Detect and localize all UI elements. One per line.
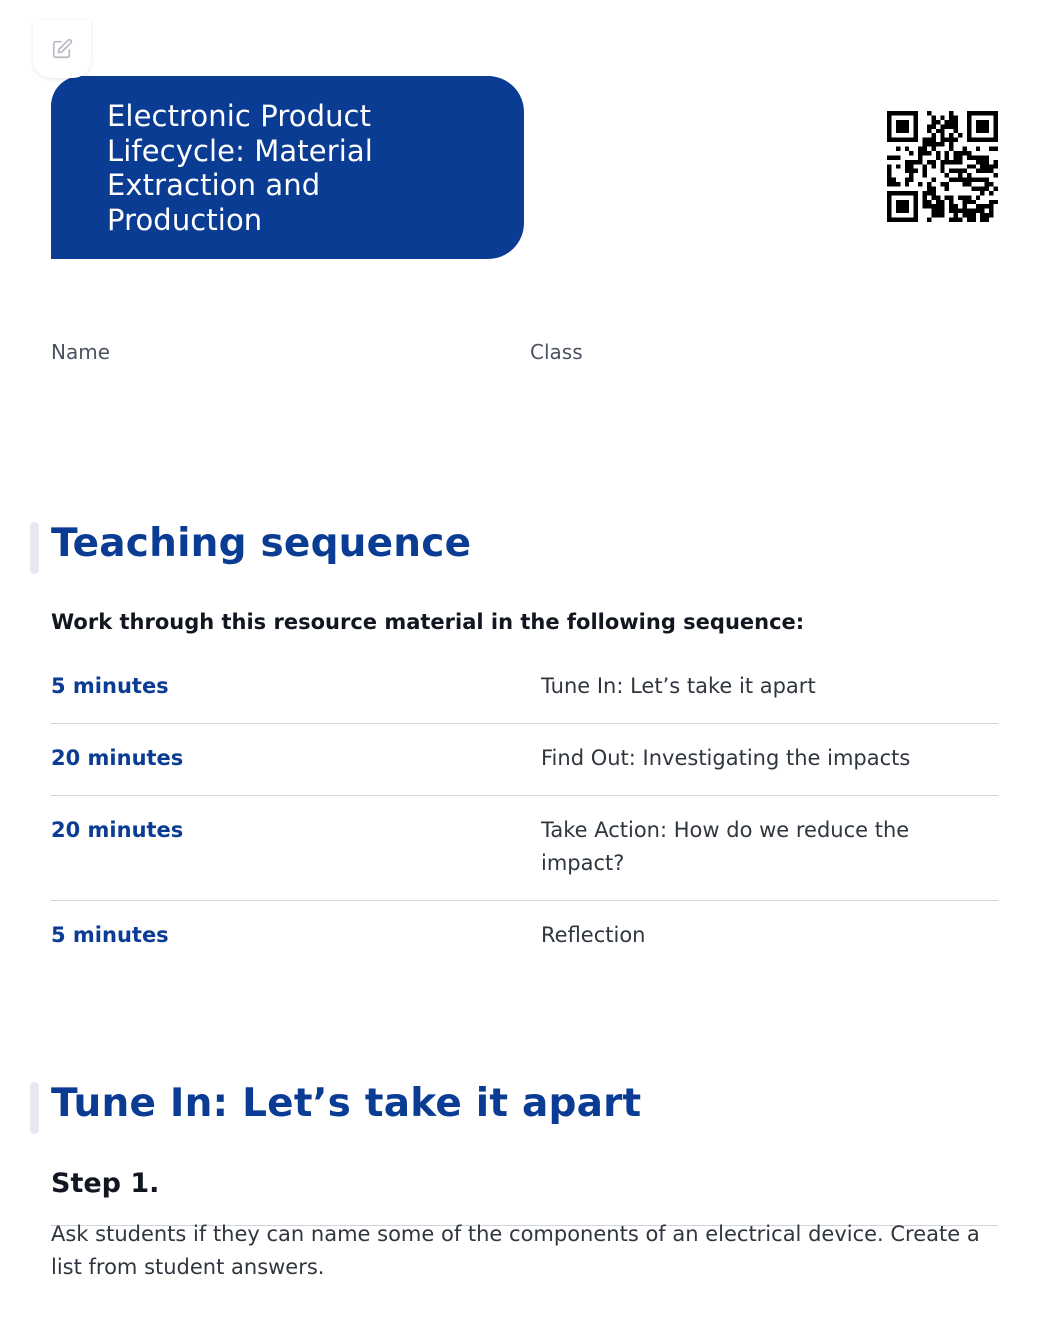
sequence-activity: Tune In: Let’s take it apart [541, 674, 816, 698]
step-title: Step 1. [51, 1168, 160, 1199]
edit-icon [51, 38, 73, 60]
sequence-time: 20 minutes [51, 746, 184, 770]
sequence-time: 5 minutes [51, 923, 169, 947]
sequence-row [51, 919, 998, 972]
sequence-row [51, 670, 998, 724]
edit-button[interactable] [33, 20, 91, 78]
sequence-intro: Work through this resource material in the following sequence: [51, 610, 805, 634]
sequence-activity: Find Out: Investigating the impacts [541, 746, 911, 770]
sequence-activity: Take Action: How do we reduce the impact? [541, 818, 910, 875]
qr-code-icon [887, 111, 998, 222]
section-accent-bar [30, 522, 39, 574]
teaching-sequence-heading: Teaching sequence [51, 521, 472, 566]
sequence-time: 20 minutes [51, 818, 184, 842]
sequence-activity: Reflection [541, 923, 646, 947]
name-field-label: Name [51, 340, 111, 364]
class-field-label: Class [530, 340, 583, 364]
step-text: Ask students if they can name some of the components of an electrical device. Create a list from student answers. [51, 1222, 980, 1279]
sequence-table [51, 670, 998, 990]
title-card [51, 76, 524, 259]
sequence-time: 5 minutes [51, 674, 169, 698]
sequence-row [51, 814, 998, 901]
sequence-row [51, 742, 998, 796]
page-title: Electronic Product Lifecycle: Material Extraction and Production [107, 99, 373, 237]
section-accent-bar [30, 1082, 39, 1134]
tune-in-heading: Tune In: Let’s take it apart [51, 1081, 642, 1126]
